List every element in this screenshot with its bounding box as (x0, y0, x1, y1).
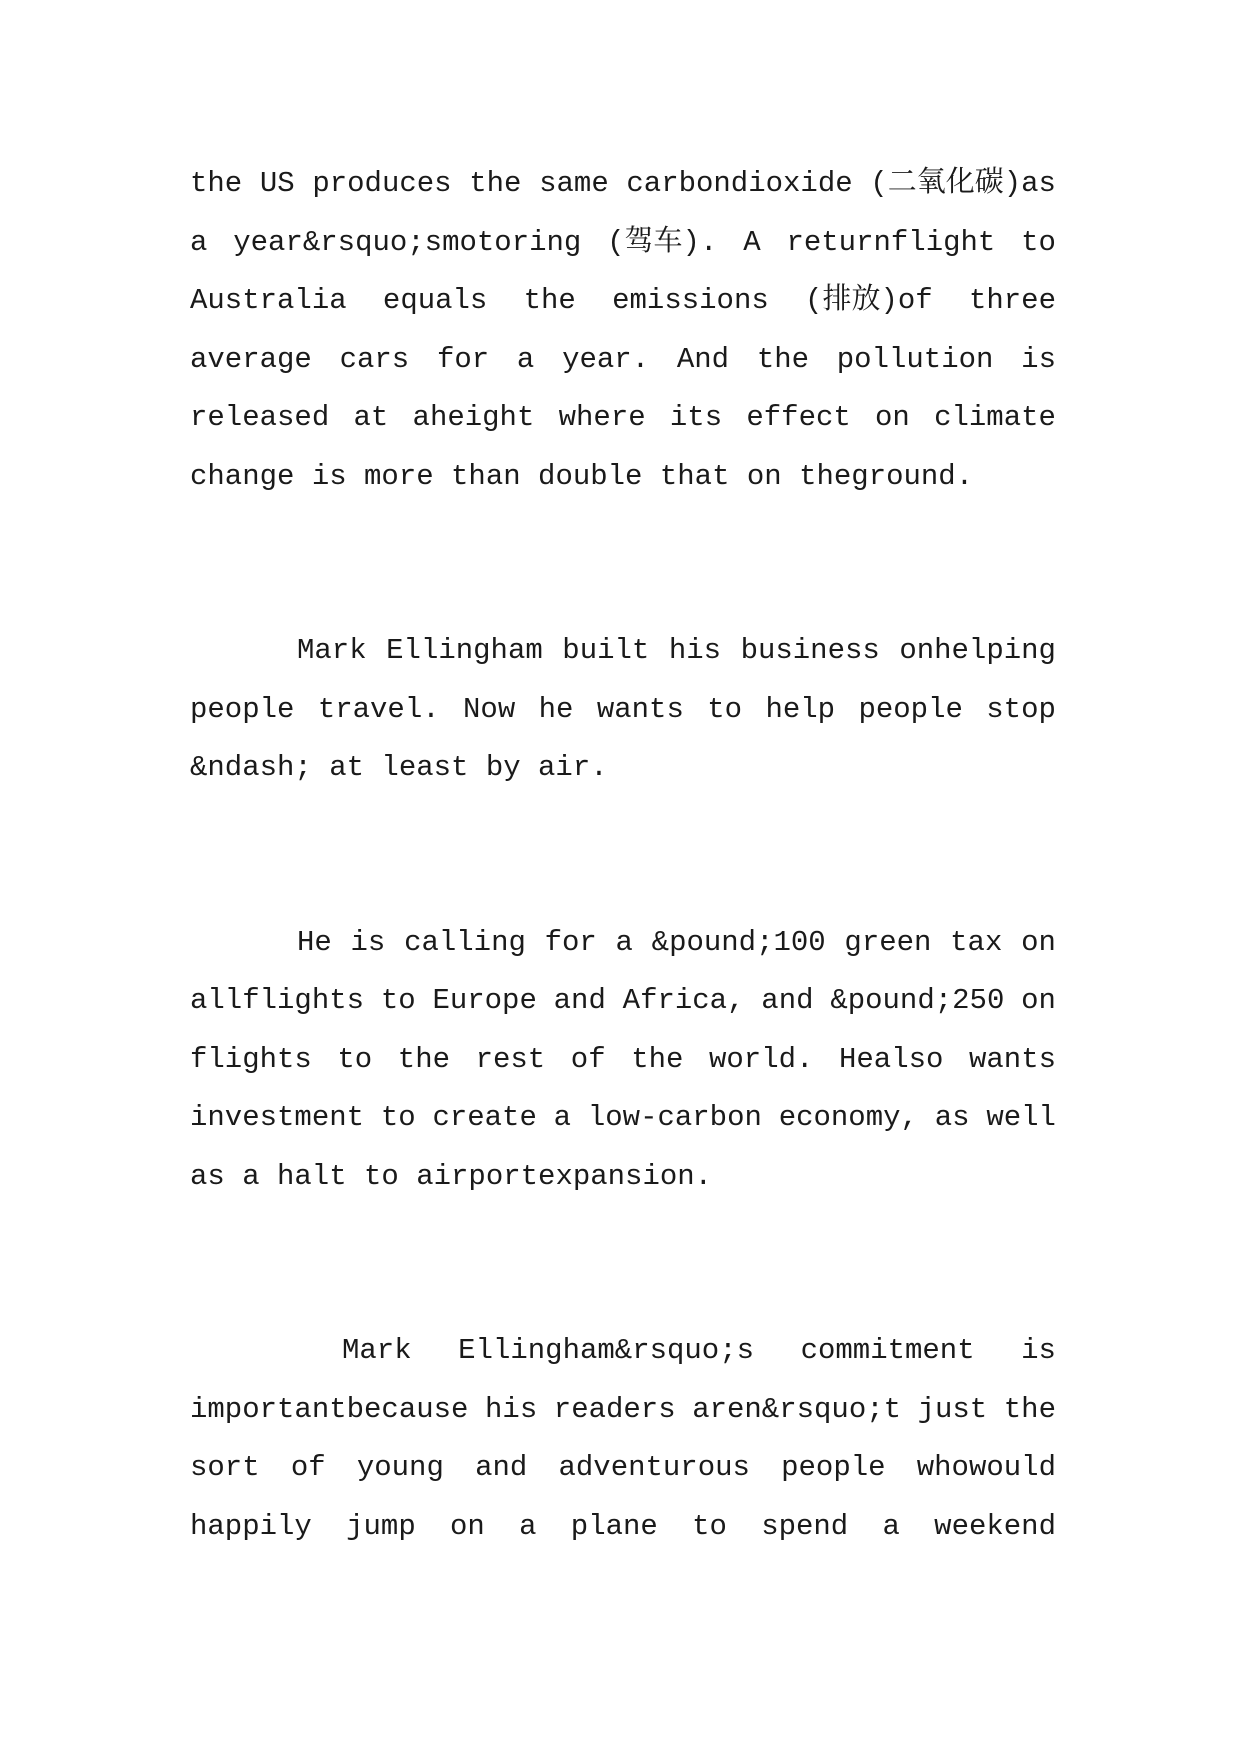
word: flights (190, 1042, 312, 1076)
word: economy, (778, 1101, 918, 1134)
word: A (743, 225, 761, 259)
word: three (968, 284, 1056, 317)
word: a (519, 1509, 537, 1543)
word: year&rsquo;smotoring (233, 225, 582, 259)
word: tax (950, 925, 1003, 959)
text-line (190, 214, 1056, 273)
document-page (190, 155, 1056, 1556)
word: allflights (190, 984, 365, 1017)
word: halt (277, 1159, 347, 1193)
word: on (450, 1509, 485, 1543)
word: on (1021, 984, 1056, 1017)
word: the (469, 167, 522, 200)
word: emissions (612, 284, 769, 317)
word: Mark (297, 634, 367, 667)
word: pollution (836, 342, 994, 376)
word: happily (190, 1509, 312, 1543)
word: to (337, 1042, 373, 1076)
word: on (1021, 925, 1056, 959)
word: airportexpansion. (416, 1159, 713, 1193)
word: aren&rsquo;t (692, 1392, 902, 1426)
word: that (659, 459, 730, 493)
word: carbondioxide (626, 167, 853, 200)
word: a (190, 225, 208, 259)
word: investment (190, 1101, 365, 1134)
word: double (538, 459, 643, 493)
word: calling (404, 925, 526, 959)
word: stop (986, 692, 1056, 726)
word: its (669, 401, 723, 434)
word: young (356, 1451, 444, 1484)
word: plane (570, 1509, 658, 1543)
word: as (934, 1101, 970, 1134)
word: Europe (432, 984, 537, 1017)
word: built (562, 634, 650, 667)
word: world. (708, 1042, 814, 1076)
word: wants (968, 1042, 1056, 1076)
word: and (761, 984, 814, 1017)
word: people (858, 692, 963, 726)
word: whowould (916, 1451, 1056, 1484)
word: is (311, 459, 347, 493)
word: for (436, 342, 490, 376)
text-line (190, 1322, 1056, 1381)
word: he (538, 692, 574, 726)
word: to (1021, 225, 1056, 259)
word: adventurous (558, 1451, 750, 1484)
word: well (986, 1101, 1056, 1134)
word: travel. (317, 692, 440, 726)
word: a (242, 1159, 260, 1193)
word: theground. (799, 459, 974, 493)
word: a (516, 342, 535, 376)
word: change (190, 459, 295, 493)
text-line (190, 389, 1056, 448)
word: to (380, 984, 416, 1017)
word: &pound;250 (830, 984, 1005, 1017)
word: and (553, 984, 606, 1017)
text-line (190, 681, 1056, 740)
word: average (190, 342, 312, 376)
word: And (676, 342, 730, 376)
word: Now (463, 692, 516, 726)
word: people (190, 692, 295, 726)
text-line (190, 448, 1056, 507)
word: to (692, 1509, 727, 1543)
word: create (432, 1101, 537, 1134)
word: Ellingham&rsquo;s (458, 1334, 755, 1367)
word: year. (562, 342, 650, 376)
word: He (297, 925, 332, 959)
paragraph (190, 622, 1056, 798)
text-line (190, 272, 1056, 331)
word: of (570, 1042, 606, 1076)
word: to (380, 1101, 416, 1134)
word: &pound;100 (651, 925, 826, 959)
word: &ndash; (190, 751, 312, 784)
text-line (190, 1439, 1056, 1498)
word: wants (596, 692, 684, 726)
text-line (190, 1031, 1056, 1090)
word: effect (746, 401, 851, 434)
word: by (485, 751, 521, 784)
word: is (1021, 342, 1056, 376)
word: the (523, 284, 576, 317)
word: for (544, 925, 597, 959)
word: air. (538, 751, 608, 784)
word: Africa, (622, 984, 745, 1017)
word: sort (190, 1451, 260, 1484)
paragraph-gap (190, 798, 1056, 914)
word: is (1021, 1334, 1056, 1367)
word: the (190, 167, 243, 200)
word: released (190, 401, 330, 434)
word: is (350, 925, 386, 959)
word: people (781, 1451, 886, 1484)
word: spend (761, 1509, 849, 1543)
text-line (190, 914, 1056, 973)
word: commitment (800, 1334, 975, 1367)
word: a (882, 1509, 900, 1543)
word: to (364, 1159, 399, 1193)
word: rest (475, 1042, 546, 1076)
text-line (190, 1498, 1056, 1557)
text-line (190, 972, 1056, 1031)
word: of (290, 1451, 326, 1484)
paragraph (190, 914, 1056, 1207)
word: a (553, 1101, 572, 1134)
text-line (190, 622, 1056, 681)
word: just (917, 1392, 988, 1426)
word: readers (553, 1392, 676, 1426)
word: to (707, 692, 743, 726)
word: more (364, 459, 434, 493)
text-line (190, 739, 1056, 798)
word: the (631, 1042, 684, 1076)
word: the (397, 1042, 451, 1076)
word: than (451, 459, 521, 493)
word: a (615, 925, 633, 959)
word: the (1003, 1392, 1056, 1426)
word: as (190, 1159, 225, 1193)
word: (二氧化碳)as (870, 167, 1056, 200)
text-line (190, 331, 1056, 390)
word: where (558, 401, 646, 434)
paragraph-gap (190, 506, 1056, 622)
word: low-carbon (587, 1101, 762, 1134)
word: business (740, 634, 880, 667)
word: on (875, 401, 910, 434)
paragraph-gap (190, 1206, 1056, 1322)
word: jump (346, 1509, 416, 1543)
word: Mark (342, 1334, 412, 1367)
text-line (190, 155, 1056, 214)
word: cars (339, 342, 410, 376)
word: Australia (190, 284, 347, 317)
word: help (765, 692, 836, 726)
word: produces (312, 167, 452, 200)
paragraph (190, 155, 1056, 506)
paragraph (190, 1322, 1056, 1556)
word: weekend (934, 1509, 1056, 1543)
word: US (259, 167, 295, 200)
word: onhelping (899, 634, 1056, 667)
word: same (539, 167, 609, 200)
word: importantbecause (190, 1392, 469, 1426)
word: on (746, 459, 782, 493)
word: (排放)of (805, 284, 933, 317)
text-line (190, 1148, 1056, 1207)
word: returnflight (786, 225, 996, 259)
text-line (190, 1089, 1056, 1148)
word: least (381, 751, 469, 784)
word: aheight (412, 401, 535, 434)
word: equals (382, 284, 488, 317)
word: green (844, 925, 932, 959)
word: Healso (838, 1042, 944, 1076)
word: climate (934, 401, 1056, 434)
word: his (485, 1392, 538, 1426)
word: (驾车). (607, 225, 718, 259)
word: Ellingham (386, 634, 543, 667)
word: and (475, 1451, 528, 1484)
word: at (353, 401, 389, 434)
word: the (756, 342, 810, 376)
word: at (329, 751, 365, 784)
text-line (190, 1381, 1056, 1440)
word: his (668, 634, 722, 667)
